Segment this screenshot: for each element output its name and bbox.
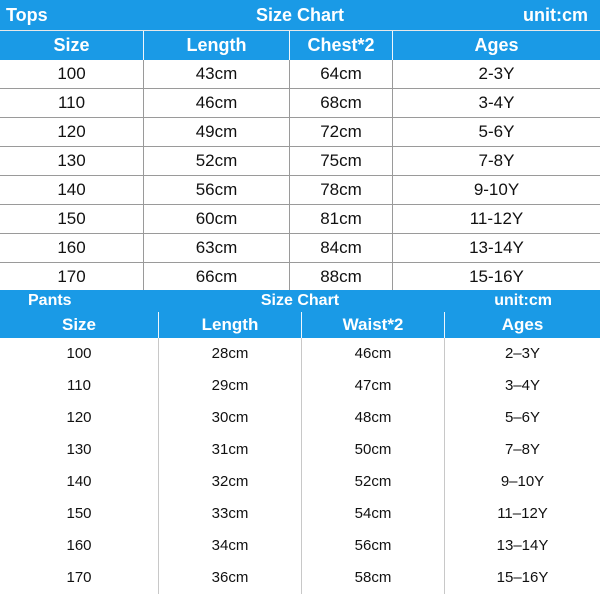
table-row	[0, 562, 600, 594]
tops-cell-ages: 9-10Y	[392, 176, 600, 204]
pants-cell-length: 30cm	[158, 402, 301, 434]
tops-size-chart	[0, 0, 600, 293]
tops-cell-ages: 3-4Y	[392, 89, 600, 117]
tops-header-length: Length	[143, 31, 289, 60]
tops-cell-ages: 13-14Y	[392, 234, 600, 262]
tops-cell-ages: 7-8Y	[392, 147, 600, 175]
pants-cell-size: 160	[66, 537, 92, 554]
tops-header-size: Size	[53, 35, 90, 55]
tops-title-bar	[0, 0, 600, 30]
table-row	[0, 147, 600, 176]
tops-cell-size: 120	[57, 122, 86, 141]
tops-cell-size: 160	[57, 238, 86, 257]
tops-cell-length: 49cm	[143, 118, 289, 146]
pants-cell-length: 29cm	[158, 370, 301, 402]
table-row	[0, 498, 600, 530]
pants-cell-length: 36cm	[158, 562, 301, 594]
tops-cell-size: 130	[57, 151, 86, 170]
pants-cell-ages: 11–12Y	[444, 498, 600, 530]
tops-cell-ages: 11-12Y	[392, 205, 600, 233]
pants-cell-length: 34cm	[158, 530, 301, 562]
pants-cell-ages: 3–4Y	[444, 370, 600, 402]
pants-cell-size: 110	[67, 377, 91, 394]
tops-cell-chest: 84cm	[289, 234, 392, 262]
table-row	[0, 118, 600, 147]
table-row	[0, 338, 600, 370]
tops-cell-chest: 75cm	[289, 147, 392, 175]
pants-header-size: Size	[61, 315, 97, 334]
tops-cell-length: 56cm	[143, 176, 289, 204]
tops-table-body	[0, 60, 600, 293]
pants-size-chart-label: Size Chart	[260, 292, 340, 309]
tops-header-chest: Chest*2	[289, 31, 392, 60]
pants-cell-waist: 58cm	[301, 562, 444, 594]
pants-cell-length: 28cm	[158, 338, 301, 370]
tops-cell-ages: 2-3Y	[392, 60, 600, 88]
tops-cell-size: 170	[57, 267, 86, 286]
table-row	[0, 434, 600, 466]
pants-cell-length: 31cm	[158, 434, 301, 466]
pants-cell-size: 120	[66, 409, 92, 426]
tops-cell-size: 140	[57, 180, 86, 199]
tops-cell-chest: 81cm	[289, 205, 392, 233]
tops-cell-length: 60cm	[143, 205, 289, 233]
table-row	[0, 370, 600, 402]
tops-cell-length: 43cm	[143, 60, 289, 88]
tops-cell-size: 150	[57, 209, 86, 228]
tops-cell-ages: 5-6Y	[392, 118, 600, 146]
tops-cell-length: 63cm	[143, 234, 289, 262]
table-row	[0, 205, 600, 234]
tops-header-row	[0, 30, 600, 60]
pants-cell-waist: 48cm	[301, 402, 444, 434]
pants-title-bar	[0, 290, 600, 312]
pants-cell-ages: 15–16Y	[444, 562, 600, 594]
pants-cell-waist: 47cm	[301, 370, 444, 402]
pants-cell-waist: 56cm	[301, 530, 444, 562]
table-row	[0, 60, 600, 89]
pants-cell-size: 170	[66, 569, 92, 586]
tops-cell-length: 46cm	[143, 89, 289, 117]
tops-cell-chest: 88cm	[289, 263, 392, 291]
tops-cell-length: 66cm	[143, 263, 289, 291]
table-row	[0, 89, 600, 118]
tops-title: Tops	[6, 5, 48, 25]
pants-cell-size: 150	[66, 505, 92, 522]
tops-cell-size: 110	[57, 93, 86, 112]
pants-title: Pants	[28, 292, 72, 309]
tops-cell-size: 100	[57, 64, 86, 83]
pants-cell-size: 100	[66, 345, 92, 362]
pants-unit-label: unit:cm	[494, 292, 552, 309]
pants-cell-ages: 2–3Y	[444, 338, 600, 370]
table-row	[0, 402, 600, 434]
tops-cell-length: 52cm	[143, 147, 289, 175]
pants-cell-ages: 13–14Y	[444, 530, 600, 562]
pants-table-body	[0, 338, 600, 594]
tops-header-ages: Ages	[392, 31, 600, 60]
pants-cell-waist: 50cm	[301, 434, 444, 466]
tops-cell-chest: 68cm	[289, 89, 392, 117]
pants-cell-waist: 52cm	[301, 466, 444, 498]
pants-cell-waist: 46cm	[301, 338, 444, 370]
table-row	[0, 234, 600, 263]
tops-unit-label: unit:cm	[523, 5, 588, 25]
table-row	[0, 466, 600, 498]
pants-cell-length: 32cm	[158, 466, 301, 498]
tops-cell-ages: 15-16Y	[392, 263, 600, 291]
tops-cell-chest: 64cm	[289, 60, 392, 88]
pants-header-row	[0, 312, 600, 338]
pants-header-waist: Waist*2	[301, 312, 444, 338]
pants-cell-size: 140	[66, 473, 92, 490]
tops-size-chart-label: Size Chart	[255, 5, 345, 25]
tops-cell-chest: 78cm	[289, 176, 392, 204]
tops-cell-chest: 72cm	[289, 118, 392, 146]
pants-cell-size: 130	[66, 441, 92, 458]
pants-header-ages: Ages	[444, 312, 600, 338]
table-row	[0, 530, 600, 562]
table-row	[0, 263, 600, 293]
pants-cell-length: 33cm	[158, 498, 301, 530]
pants-size-chart	[0, 290, 600, 594]
table-row	[0, 176, 600, 205]
pants-cell-ages: 5–6Y	[444, 402, 600, 434]
pants-cell-ages: 7–8Y	[444, 434, 600, 466]
pants-cell-waist: 54cm	[301, 498, 444, 530]
pants-cell-ages: 9–10Y	[444, 466, 600, 498]
pants-header-length: Length	[158, 312, 301, 338]
